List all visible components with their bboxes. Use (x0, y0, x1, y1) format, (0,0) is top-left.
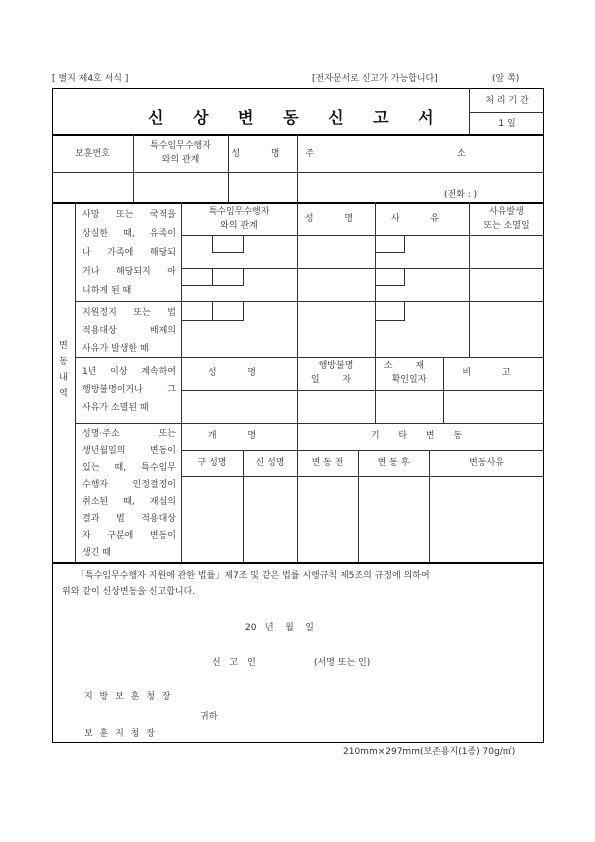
addressee: 귀하 (200, 712, 218, 722)
relation-header-1: 특수임무수행자 (150, 141, 211, 151)
section1-desc-2: 상실한 때, 유족이 (82, 229, 176, 239)
paper-spec: 210mm×297mm(보존용지(1종) 70g/㎡) (343, 747, 516, 757)
s3-remarks-header: 비 고 (462, 368, 525, 378)
divider (469, 112, 544, 113)
s3-missing-header-2: 일 자 (310, 375, 362, 385)
s4-rename-header: 개 명 (207, 431, 271, 441)
phone-label: (전화 : ) (444, 190, 478, 200)
s4-other-header: 기 타 변 동 (370, 431, 471, 441)
s1-relation-field[interactable] (182, 236, 297, 268)
s4-after-header: 변 동 후 (377, 458, 410, 468)
s4-new-name-field[interactable] (244, 477, 297, 562)
divider (52, 134, 544, 136)
electronic-note: [전자문서로 신고가 가능합니다] (312, 74, 438, 84)
divider (212, 268, 213, 286)
s3-remarks-field[interactable] (444, 391, 544, 423)
veteran-no-header: 보훈번호 (75, 149, 110, 159)
office-1: 지 방 보 훈 청 장 (84, 692, 173, 702)
s4-new-name-header: 신 성명 (255, 458, 285, 468)
section1-desc-4: 거나 해당되지 아 (82, 267, 176, 277)
s4-after-field[interactable] (359, 477, 429, 562)
signature-label[interactable]: (서명 또는 인) (314, 658, 371, 668)
side-label-3: 내 (59, 373, 68, 383)
divider (181, 450, 544, 451)
divider (375, 320, 404, 321)
s1-relation-header-2: 와의 관계 (220, 221, 258, 231)
section3-desc-3: 사유가 소멸된 때 (82, 403, 149, 413)
side-label-2: 동 (59, 357, 68, 367)
office-2: 보 훈 지 청 장 (84, 729, 157, 739)
s1-date-header-2: 또는 소멸일 (483, 221, 530, 231)
section2-desc-3: 사유가 발생한 때 (82, 344, 149, 354)
section4-desc-8: 생긴 때 (82, 548, 111, 558)
s4-old-name-field[interactable] (182, 477, 243, 562)
relation-header-2: 와의 관계 (161, 155, 200, 165)
s3-name-header: 성 명 (207, 368, 271, 378)
relation-field[interactable] (134, 173, 228, 202)
section4-desc-7: 자 구분에 변동이 (82, 531, 176, 541)
name-header: 성 명 (231, 149, 294, 159)
section2-desc-1: 지원정지 또는 법 (82, 308, 176, 318)
s1-name-header: 성 명 (304, 214, 368, 224)
s3-found-header-1: 소 재 (383, 361, 435, 371)
form-number: [ 별지 제4호 서식 ] (52, 74, 129, 84)
s1-relation-header-1: 특수임무수행자 (208, 207, 270, 217)
side-label-1: 변 (59, 341, 68, 351)
s4-before-field[interactable] (298, 477, 358, 562)
section3-desc-1: 1년 이상 계속하여 (82, 367, 176, 377)
s3-found-header-2: 확인일자 (391, 375, 427, 385)
section4-desc-6: 결과 법 적용대상 (82, 514, 176, 524)
divider (375, 285, 404, 286)
address-field[interactable] (298, 173, 544, 202)
divider (75, 357, 544, 358)
s1-reason-header: 사 유 (390, 214, 454, 224)
address-header: 주 소 (305, 149, 536, 159)
page-side: (앞 쪽) (492, 74, 520, 84)
divider (243, 268, 244, 286)
section4-desc-4: 수행자 인정결정이 (82, 480, 176, 490)
name-field[interactable] (229, 173, 297, 202)
s3-missing-date-field[interactable] (298, 391, 375, 423)
divider (181, 285, 243, 286)
processing-value: 1 일 (498, 119, 516, 129)
divider (75, 423, 544, 424)
section4-desc-2: 생년월일의 변동이 (82, 446, 176, 456)
section4-desc-1: 성명·주소 또는 (82, 429, 176, 439)
declaration-line-2: 위와 같이 신상변동을 신고합니다. (62, 587, 196, 597)
section2-desc-2: 적용대상 배제의 (82, 326, 176, 336)
section4-desc-5: 취소된 때, 재심의 (82, 497, 176, 507)
s3-found-date-field[interactable] (376, 391, 443, 423)
section1-desc-3: 나 가족에 해당되 (82, 248, 176, 258)
divider (75, 202, 76, 562)
section1-desc-5: 니하게 된 때 (82, 286, 132, 296)
s3-name-field[interactable] (182, 391, 297, 423)
s1-date-field[interactable] (470, 236, 544, 268)
reporter-label: 신 고 인 (212, 658, 259, 668)
veteran-no-field[interactable] (53, 173, 133, 202)
divider (212, 301, 213, 321)
divider (404, 268, 405, 286)
divider (52, 202, 544, 204)
divider (181, 320, 243, 321)
form-title: 신 상 변 동 신 고 서 (148, 108, 446, 127)
s4-reason-header: 변동사유 (469, 458, 504, 468)
processing-label: 처 리 기 간 (485, 96, 529, 106)
s4-before-header: 변 동 전 (311, 458, 344, 468)
s4-reason-field[interactable] (430, 477, 544, 562)
s4-old-name-header: 구 성명 (197, 458, 227, 468)
s1-reason-field[interactable] (376, 236, 469, 268)
side-label-4: 역 (59, 389, 68, 399)
report-date: 20 년 월 일 (245, 623, 315, 633)
section4-desc-3: 있는 때, 특수임무 (82, 463, 176, 473)
divider (75, 301, 544, 302)
divider (181, 268, 544, 269)
divider (404, 301, 405, 321)
declaration-line-1: 「특수임무수행자 지원에 관한 법률」제7조 및 같은 법률 시행규칙 제5조의 규정에 의하여 (76, 571, 430, 581)
section1-desc-1: 사망 또는 국적을 (82, 210, 176, 220)
s1-name-field[interactable] (298, 236, 375, 268)
divider (52, 562, 544, 564)
section3-desc-2: 행방불명이거나 그 (82, 385, 176, 395)
s3-missing-header-1: 행방불명 (318, 361, 354, 371)
s1-date-header-1: 사유발생 (489, 207, 524, 217)
divider (243, 301, 244, 321)
